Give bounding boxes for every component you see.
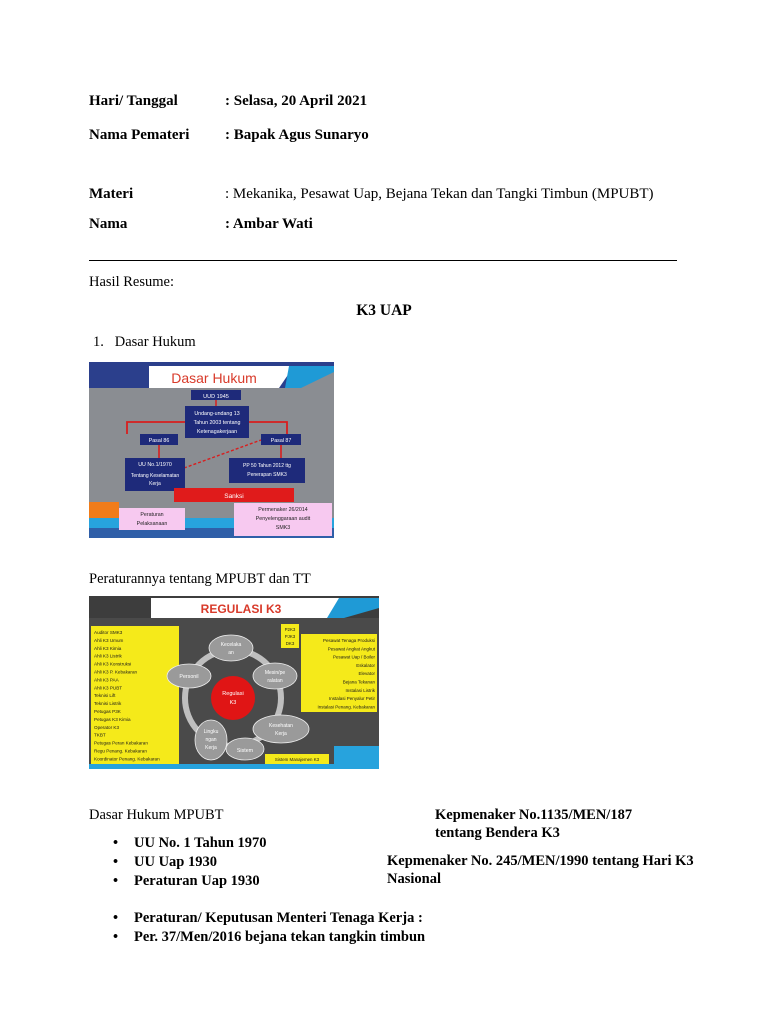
slide1-uu1970-l3: Tentang Keselamatan [130, 473, 180, 479]
kepmenaker-hari-k3-line2: Nasional [387, 871, 441, 887]
slide2-title: REGULASI K3 [200, 602, 282, 616]
top-mid-item: DK3 [285, 641, 295, 646]
left-list-item: Teknisi Listrik [94, 701, 122, 707]
right-list-item: Instalasi Listrik [345, 687, 375, 693]
right-list-item: Eskalator [356, 662, 375, 668]
label-materi: Materi [89, 186, 134, 202]
left-list-item: Teknisi Lift [94, 693, 116, 699]
kepmenaker-bendera [435, 806, 632, 842]
right-list-item: Instalasi Penang. Kebakaran [317, 704, 375, 710]
right-list-item: Pesawat Tenaga Produksi [323, 638, 375, 643]
slide2-center-l1: Regulasi [222, 691, 244, 697]
slide1-permenaker-l1: Permenaker 26/2014 [258, 507, 308, 513]
label-hari-tanggal: Hari/ Tanggal [89, 93, 178, 109]
left-list-item: TKBT [94, 732, 106, 738]
right-list-item: Elevator [358, 671, 375, 677]
top-mid-item: P2K3 [284, 627, 296, 632]
hasil-resume-label: Hasil Resume: [89, 274, 174, 290]
list-item: • Per. 37/Men/2016 bejana tekan tangkin timbun [89, 928, 549, 947]
peraturan-caption: Peraturannya tentang MPUBT dan TT [89, 571, 311, 587]
value-materi: : Mekanika, Pesawat Uap, Bejana Tekan dan Tangki Timbun (MPUBT) [225, 186, 654, 202]
bullet-list-2 [89, 909, 549, 947]
slide2-top-mid [285, 627, 296, 646]
slide1-uu1970-l4: Kerja [149, 481, 161, 487]
slide2-node-kecelakaan-l2: an [228, 650, 234, 656]
slide2-node-kesehatan-l2: Kerja [275, 731, 287, 737]
left-list-item: Ahli K3 Listrik [94, 653, 122, 659]
slide2-node-kecelakaan-l1: Kecelaka [220, 642, 242, 648]
right-list-item: Instalasi Penyalur Petir [328, 696, 375, 702]
slide1-pasal86: Pasal 86 [148, 438, 170, 444]
list-item: • UU No. 1 Tahun 1970 [89, 834, 389, 853]
list-item: • Peraturan Uap 1930 [89, 872, 389, 891]
slide1-pp50-l2: Penerapan SMK3 [247, 472, 287, 478]
left-list-item: Ahli K3 Umum [94, 637, 124, 643]
slide1-title: Dasar Hukum [171, 370, 257, 386]
slide2-node-lingkungan-l2: ngan [205, 737, 217, 743]
slide1-sanksi: Sanksi [224, 493, 244, 500]
value-nama-pemateri: : Bapak Agus Sunaryo [225, 127, 369, 143]
slide2-bottom: Sistem Manajemen K3 [274, 757, 320, 762]
left-list-item: Operator K3 [94, 724, 120, 730]
left-list-item: Ahli K3 Konstruksi [94, 661, 132, 667]
slide2-node-mesin-l2: ralatan [267, 678, 283, 684]
item-dasar-hukum: 1. Dasar Hukum [93, 334, 196, 350]
left-list-item: Regu Penang. Kebakaran [94, 748, 147, 754]
slide2-node-sistem: Sistem [236, 748, 254, 754]
dasar-hukum-mpubt: Dasar Hukum MPUBT [89, 807, 224, 823]
right-list-item: Pesawat Uap / Boiler [332, 654, 375, 660]
kepmenaker-hari-k3-line1: Kepmenaker No. 245/MEN/1990 tentang Hari K3 [387, 853, 694, 869]
left-list-item: Ahli K3 PAA [94, 677, 119, 683]
left-list-item: Petugas Peran Kebakaran [94, 740, 148, 746]
slide1-uu13-l1: Undang-undang 13 [194, 411, 240, 417]
list-item: • UU Uap 1930 [89, 853, 389, 872]
kepmenaker-bendera-line1: Kepmenaker No.1135/MEN/187 [435, 807, 633, 823]
slide1-permenaker-l2: Penyelenggaraan audit [255, 516, 311, 522]
slide2-node-lingkungan-l3: Kerja [205, 745, 217, 751]
slide2-node-personil: Personil [179, 674, 199, 680]
bullet-list-1 [89, 834, 389, 891]
slide1-peraturan-l2: Pelaksanaan [136, 521, 168, 527]
label-nama: Nama [89, 216, 128, 232]
kepmenaker-bendera-line2: tentang Bendera K3 [435, 825, 560, 841]
slide1-pp50-l1: PP 50 Tahun 2012 ttg [243, 463, 291, 469]
left-list-item: Petugas K3 Kimia [94, 716, 131, 722]
left-list-item: Koordinator Penang. Kebakaran [94, 756, 160, 762]
slide1-uu13-l3: Ketenagakerjaan [196, 429, 238, 435]
slide2-node-mesin-l1: Mesin/pe [264, 670, 286, 676]
left-list-item: Ahli K3 P. Kebakaran [94, 669, 138, 675]
slide1-peraturan-l1: Peraturan [140, 512, 164, 518]
slide2-node-kesehatan-l1: Kesehatan [269, 723, 293, 729]
list-item: • Peraturan/ Keputusan Menteri Tenaga Kerja : [89, 909, 549, 928]
kepmenaker-hari-k3 [387, 852, 694, 888]
left-list-item: Petugas P3K [94, 709, 121, 714]
slide1-uu13-l2: Tahun 2003 tentang [193, 420, 241, 426]
label-nama-pemateri: Nama Pemateri [89, 127, 190, 143]
slide2-node-lingkungan-l1: Lingku [203, 729, 219, 735]
top-mid-item: PJK3 [284, 634, 296, 639]
slide1-uu1970-l1: UU No.1/1970 [138, 462, 172, 468]
slide1-pasal87: Pasal 87 [270, 438, 292, 444]
value-nama: : Ambar Wati [225, 216, 313, 232]
right-list-item: Pesawat Angkat Angkut [327, 646, 375, 652]
right-list-item: Bejana Tekanan [342, 679, 375, 685]
left-list-item: Auditor SMK3 [94, 630, 123, 635]
slide1-uud: UUD 1945 [203, 394, 229, 400]
left-list-item: Ahli K3 Kimia [94, 645, 122, 651]
page-title: K3 UAP [356, 302, 412, 319]
left-list-item: Ahli K3 PUBT [94, 685, 123, 691]
regulasi-k3-slide [89, 596, 379, 769]
slide2-center-l2: K3 [229, 700, 237, 706]
header-divider [89, 260, 677, 261]
value-hari-tanggal: : Selasa, 20 April 2021 [225, 93, 368, 109]
slide1-permenaker-l3: SMK3 [275, 525, 291, 531]
dasar-hukum-slide [89, 362, 334, 538]
